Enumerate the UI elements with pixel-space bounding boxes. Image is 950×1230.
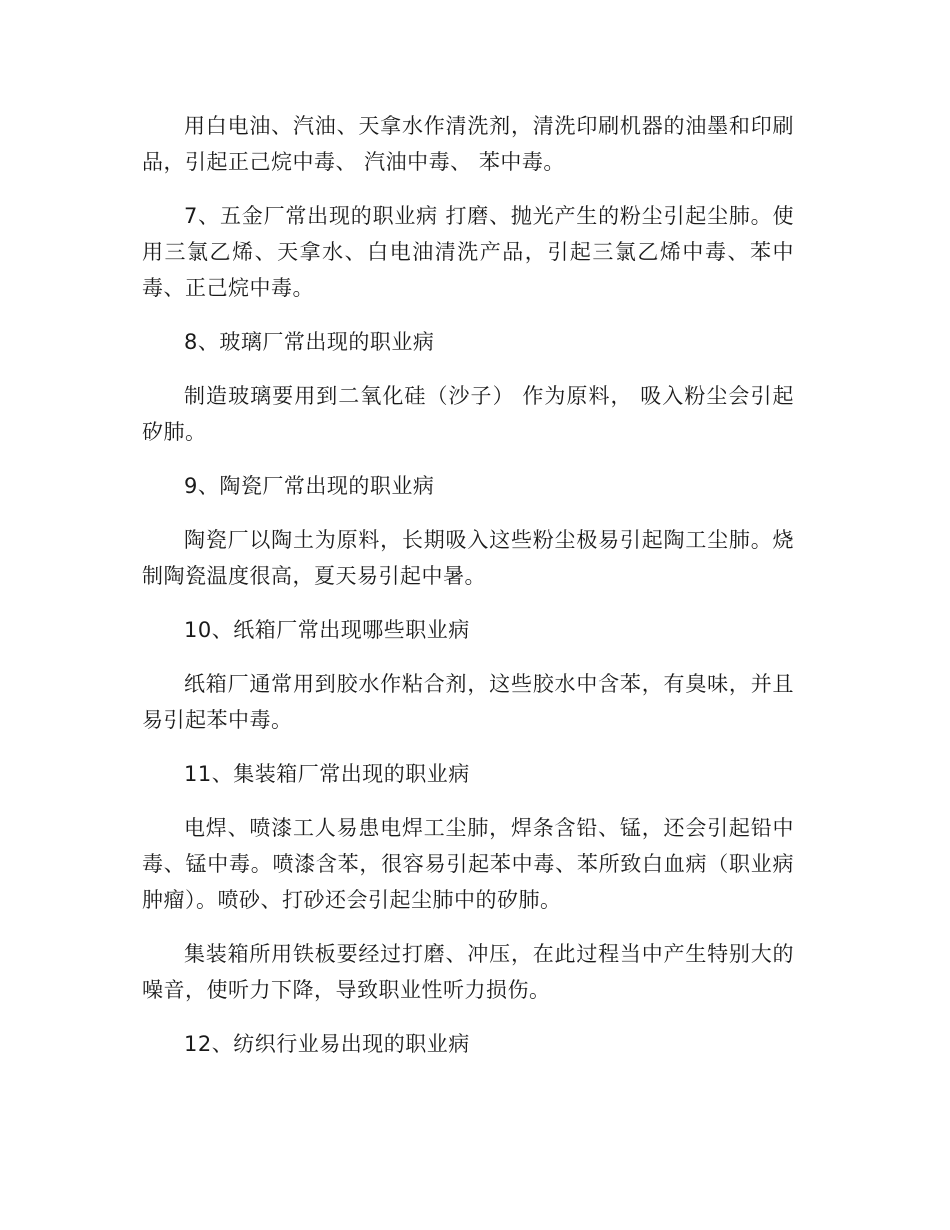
heading-container-factory: 11、集装箱厂常出现的职业病 xyxy=(184,762,470,786)
paragraph-glass-factory: 制造玻璃要用到二氧化硅（沙子） 作为原料， 吸入粉尘会引起矽肺。 xyxy=(142,384,794,444)
heading-glass-factory: 8、玻璃厂常出现的职业病 xyxy=(184,330,435,354)
paragraph-hardware-factory: 7、五金厂常出现的职业病 打磨、抛光产生的粉尘引起尘肺。使用三氯乙烯、天拿水、白电油清洗产品，引起三氯乙烯中毒、苯中毒、正己烷中毒。 xyxy=(142,204,794,300)
paragraph-carton-factory: 纸箱厂通常用到胶水作粘合剂，这些胶水中含苯，有臭味，并且易引起苯中毒。 xyxy=(142,672,794,732)
heading-carton-factory: 10、纸箱厂常出现哪些职业病 xyxy=(184,618,470,642)
paragraph-printing-solvents: 用白电油、汽油、天拿水作清洗剂，清洗印刷机器的油墨和印刷品，引起正己烷中毒、 汽油中毒、 苯中毒。 xyxy=(142,114,794,174)
heading-textile-industry: 12、纺织行业易出现的职业病 xyxy=(184,1032,470,1056)
heading-ceramics-factory: 9、陶瓷厂常出现的职业病 xyxy=(184,474,435,498)
paragraph-container-noise: 集装箱所用铁板要经过打磨、冲压，在此过程当中产生特别大的噪音，使听力下降，导致职业性听力损伤。 xyxy=(142,942,794,1002)
document-body xyxy=(142,108,794,1080)
paragraph-container-welding: 电焊、喷漆工人易患电焊工尘肺，焊条含铅、锰，还会引起铅中毒、锰中毒。喷漆含苯，很容易引起苯中毒、苯所致白血病（职业病肿瘤）。喷砂、打砂还会引起尘肺中的矽肺。 xyxy=(142,816,794,912)
paragraph-ceramics-factory: 陶瓷厂以陶土为原料，长期吸入这些粉尘极易引起陶工尘肺。烧制陶瓷温度很高，夏天易引起中暑。 xyxy=(142,528,794,588)
